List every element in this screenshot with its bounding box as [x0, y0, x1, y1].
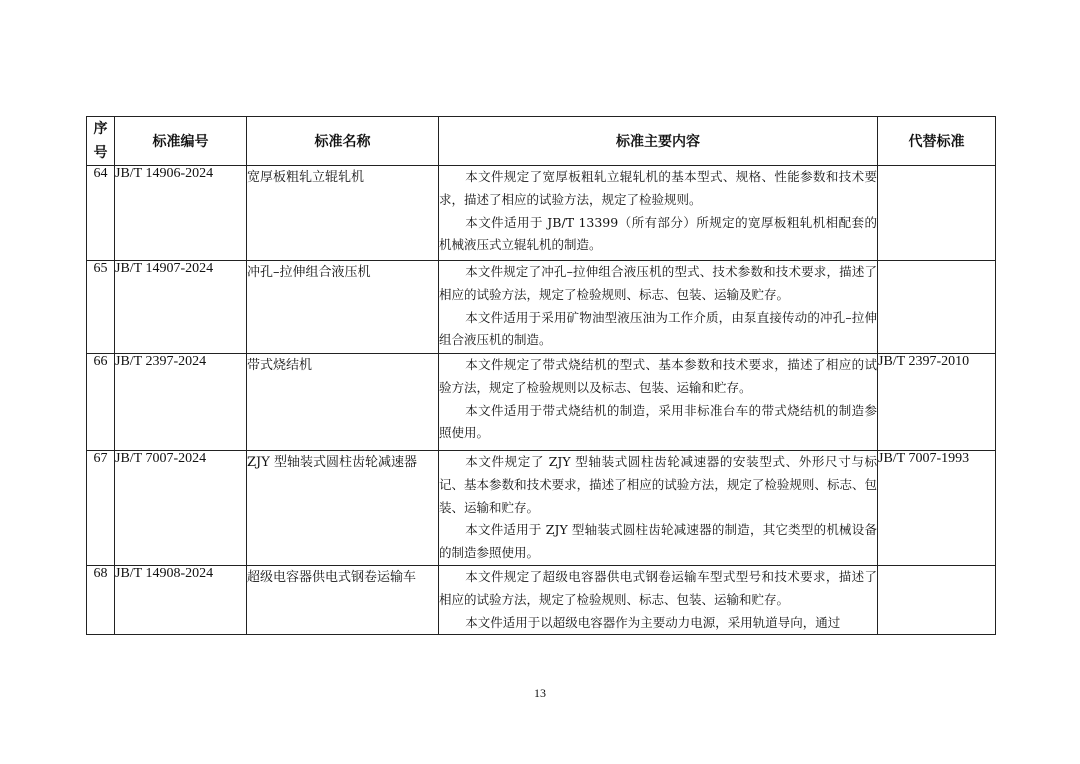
content-scope: 本文件规定了带式烧结机的型式、基本参数和技术要求，描述了相应的试验方法，规定了检验规则以及标志、包装、运输和贮存。 — [439, 357, 877, 395]
replaced-standard: JB/T 2397-2010 — [878, 354, 996, 451]
table-row — [87, 451, 996, 566]
header-content: 标准主要内容 — [439, 117, 878, 166]
content-scope: 本文件规定了 ZJY 型轴装式圆柱齿轮减速器的安装型式、外形尺寸与标记、基本参数和技术要求，描述了相应的试验方法，规定了检验规则、标志、包装、运输和贮存。 — [439, 454, 877, 515]
table-row — [87, 166, 996, 261]
standard-name: 带式烧结机 — [247, 354, 439, 451]
content-scope: 本文件规定了宽厚板粗轧立辊轧机的基本型式、规格、性能参数和技术要求，描述了相应的试验方法，规定了检验规则。 — [439, 169, 877, 207]
content-applicability: 本文件适用于 JB/T 13399（所有部分）所规定的宽厚板粗轧机相配套的机械液压式立辊轧机的制造。 — [439, 214, 877, 253]
standard-content — [439, 565, 878, 634]
replaced-standard — [878, 261, 996, 354]
row-number: 65 — [87, 261, 115, 354]
content-applicability: 本文件适用于带式烧结机的制造，采用非标准台车的带式烧结机的制造参照使用。 — [439, 402, 877, 441]
content-applicability: 本文件适用于 ZJY 型轴装式圆柱齿轮减速器的制造，其它类型的机械设备的制造参照使用。 — [439, 522, 877, 561]
page-number: 13 — [534, 686, 546, 700]
standards-table — [86, 116, 996, 635]
table-row — [87, 565, 996, 634]
content-applicability: 本文件适用于采用矿物油型液压油为工作介质，由泵直接传动的冲孔–拉伸组合液压机的制造。 — [439, 309, 877, 348]
replaced-standard — [878, 166, 996, 261]
standard-code: JB/T 2397-2024 — [115, 354, 247, 451]
standard-code: JB/T 14907-2024 — [115, 261, 247, 354]
table-header-row — [87, 117, 996, 166]
standard-name: 冲孔–拉伸组合液压机 — [247, 261, 439, 354]
standard-name: 宽厚板粗轧立辊轧机 — [247, 166, 439, 261]
header-name: 标准名称 — [247, 117, 439, 166]
header-seq: 序 号 — [87, 117, 115, 166]
standard-code: JB/T 14908-2024 — [115, 565, 247, 634]
row-number: 68 — [87, 565, 115, 634]
standard-name: 超级电容器供电式钢卷运输车 — [247, 565, 439, 634]
standard-name: ZJY 型轴装式圆柱齿轮减速器 — [247, 451, 439, 566]
row-number: 64 — [87, 166, 115, 261]
standard-content — [439, 451, 878, 566]
replaced-standard — [878, 565, 996, 634]
standard-content — [439, 166, 878, 261]
table-row — [87, 354, 996, 451]
replaced-standard: JB/T 7007-1993 — [878, 451, 996, 566]
standard-content — [439, 354, 878, 451]
standard-content — [439, 261, 878, 354]
content-applicability: 本文件适用于以超级电容器作为主要动力电源，采用轨道导向，通过 — [465, 614, 841, 630]
standard-code: JB/T 14906-2024 — [115, 166, 247, 261]
header-code: 标准编号 — [115, 117, 247, 166]
row-number: 66 — [87, 354, 115, 451]
header-replace: 代替标准 — [878, 117, 996, 166]
table-row — [87, 261, 996, 354]
content-scope: 本文件规定了冲孔–拉伸组合液压机的型式、技术参数和技术要求，描述了相应的试验方法，规定了检验规则、标志、包装、运输及贮存。 — [439, 264, 877, 302]
standard-code: JB/T 7007-2024 — [115, 451, 247, 566]
row-number: 67 — [87, 451, 115, 566]
content-scope: 本文件规定了超级电容器供电式钢卷运输车型式型号和技术要求，描述了相应的试验方法，规定了检验规则、标志、包装、运输和贮存。 — [439, 568, 877, 607]
